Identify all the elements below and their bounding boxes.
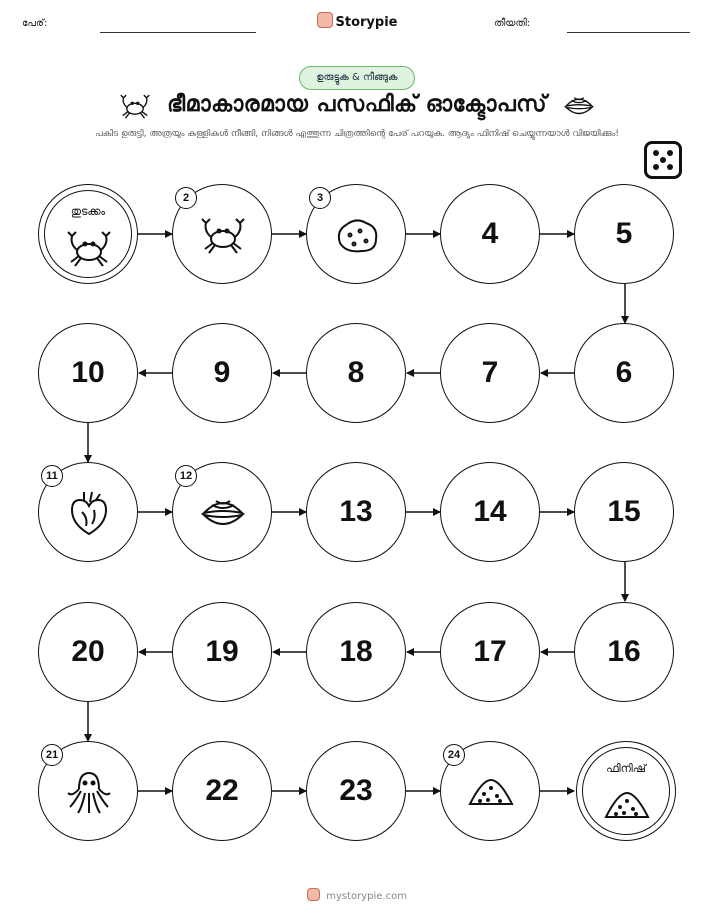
board-cell-9 bbox=[172, 323, 272, 423]
cell-number: 23 bbox=[339, 774, 373, 807]
cell-number: 14 bbox=[473, 495, 507, 528]
page-title: ഭീമാകാരമായ പസഫിക് ഓക്ടോപസ് bbox=[167, 92, 547, 117]
cell-number: 2 bbox=[175, 187, 197, 209]
board-cell-3 bbox=[306, 184, 406, 284]
board-cell-2 bbox=[172, 184, 272, 284]
cell-number: 19 bbox=[205, 635, 239, 668]
board-cell-11 bbox=[38, 462, 138, 562]
finish-label: ഫിനിഷ് bbox=[606, 762, 646, 775]
cell-number: 11 bbox=[41, 465, 63, 487]
sand-icon bbox=[466, 767, 516, 817]
cell-number: 5 bbox=[615, 217, 633, 250]
board-cell-5 bbox=[574, 184, 674, 284]
cell-number: 9 bbox=[213, 356, 231, 389]
board-cell-13 bbox=[306, 462, 406, 562]
board-cell-start bbox=[38, 184, 138, 284]
cell-number: 8 bbox=[347, 356, 365, 389]
storypie-mascot-icon bbox=[317, 12, 333, 28]
start-label: തുടക്കം bbox=[70, 205, 106, 218]
brand-logo bbox=[0, 12, 714, 30]
board-cell-20 bbox=[38, 602, 138, 702]
board-cell-15 bbox=[574, 462, 674, 562]
board-cell-24 bbox=[440, 741, 540, 841]
date-label: തീയതി: bbox=[494, 18, 531, 29]
board-cell-7 bbox=[440, 323, 540, 423]
board-cell-17 bbox=[440, 602, 540, 702]
board-cell-14 bbox=[440, 462, 540, 562]
footer-url: mystorypie.com bbox=[326, 891, 407, 902]
storypie-mascot-icon bbox=[307, 888, 320, 901]
board-cell-4 bbox=[440, 184, 540, 284]
crab-icon bbox=[64, 223, 114, 273]
board-cell-8 bbox=[306, 323, 406, 423]
instructions: പകിട ഉരുട്ടി, അത്രയും കള്ളികൾ നീങ്ങി, നിങ്ങൾ എത്തുന്ന ചിത്രത്തിന്റെ പേര് പറയുക. ആദ്യം ഫിനിഷ് ചെയ്യുന്നയാൾ വിജയിക്കും! bbox=[95, 129, 619, 139]
cell-number: 15 bbox=[607, 495, 641, 528]
cell-number: 16 bbox=[607, 635, 641, 668]
game-type-badge: ഉരുട്ടുക & നീങ്ങുക bbox=[299, 66, 415, 90]
board-cell-6 bbox=[574, 323, 674, 423]
octopus-icon bbox=[64, 767, 114, 817]
board-cell-21 bbox=[38, 741, 138, 841]
board-cell-22 bbox=[172, 741, 272, 841]
cell-number: 6 bbox=[615, 356, 633, 389]
brand-name: Storypie bbox=[335, 15, 398, 30]
cell-number: 22 bbox=[205, 774, 239, 807]
name-label: പേര്: bbox=[22, 18, 48, 29]
crab-icon bbox=[198, 210, 248, 260]
cell-number: 7 bbox=[481, 356, 499, 389]
cell-number: 21 bbox=[41, 744, 63, 766]
board-cell-finish bbox=[576, 741, 676, 841]
name-line bbox=[100, 32, 256, 33]
board-cell-19 bbox=[172, 602, 272, 702]
cell-number: 12 bbox=[175, 465, 197, 487]
board-cell-16 bbox=[574, 602, 674, 702]
clam-icon bbox=[198, 488, 248, 538]
board-cell-12 bbox=[172, 462, 272, 562]
heart-icon bbox=[64, 488, 114, 538]
board-cell-18 bbox=[306, 602, 406, 702]
cell-number: 10 bbox=[71, 356, 105, 389]
rock-icon bbox=[332, 210, 382, 260]
board-cell-23 bbox=[306, 741, 406, 841]
cell-number: 4 bbox=[481, 217, 499, 250]
board-cell-10 bbox=[38, 323, 138, 423]
sand-icon bbox=[602, 780, 652, 830]
cell-number: 24 bbox=[443, 744, 465, 766]
cell-number: 18 bbox=[339, 635, 373, 668]
clam-icon bbox=[562, 91, 596, 121]
cell-number: 20 bbox=[71, 635, 105, 668]
cell-number: 17 bbox=[473, 635, 507, 668]
date-line bbox=[567, 32, 690, 33]
footer bbox=[0, 888, 714, 902]
cell-number: 3 bbox=[309, 187, 331, 209]
cell-number: 13 bbox=[339, 495, 373, 528]
dice-five-icon bbox=[644, 141, 682, 179]
